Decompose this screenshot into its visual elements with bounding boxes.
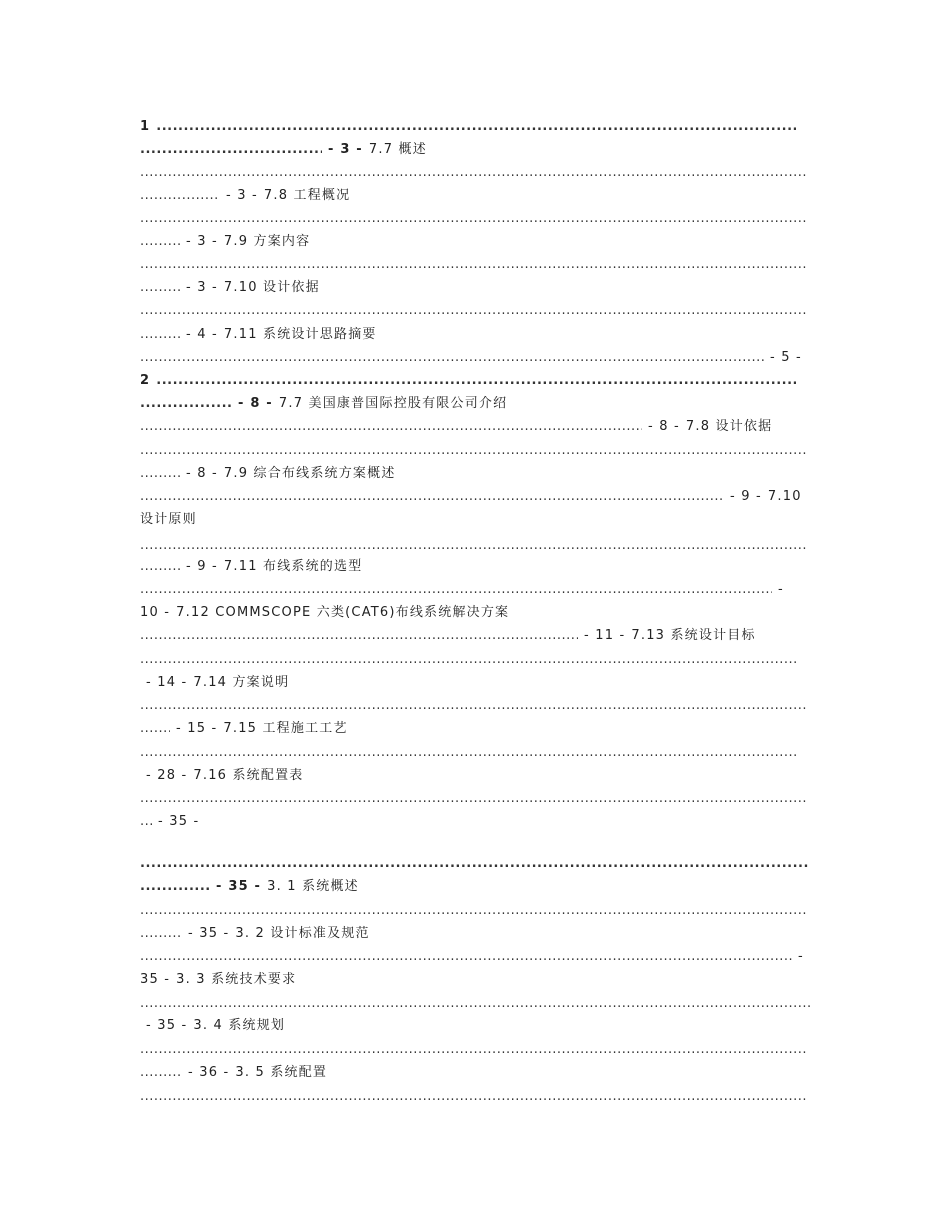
- toc-page-number: -: [798, 949, 804, 964]
- toc-entry-title: 3. 1 系统概述: [267, 879, 359, 894]
- dot-leader: [140, 993, 812, 1015]
- toc-entry-2-cont[interactable]: [140, 393, 812, 415]
- toc-entry-title: 7.12 COMMSCOPE 六类(CAT6)布线系统解决方案: [176, 605, 510, 620]
- toc-page-number: - 11 -: [584, 628, 626, 643]
- toc-page-number: - 28 -: [146, 768, 188, 783]
- toc-entry-3-cont[interactable]: [140, 876, 812, 898]
- toc-page-number: - 3 -: [186, 280, 218, 295]
- toc-entry-title: 7.9 方案内容: [223, 234, 311, 249]
- toc-page-number: - 35 -: [188, 926, 230, 941]
- toc-entry-title: 7.14 方案说明: [193, 675, 290, 690]
- toc-entry[interactable]: [140, 277, 812, 299]
- dot-leader: [140, 440, 812, 462]
- dot-leader: [140, 695, 812, 717]
- toc-page-number: - 8 -: [648, 419, 680, 434]
- toc-entry-2[interactable]: [140, 370, 812, 392]
- toc-page-number: - 5 -: [770, 350, 802, 365]
- toc-page-number: - 3 -: [226, 188, 258, 203]
- toc-entry[interactable]: [140, 1062, 812, 1084]
- toc-entry-title: 7.9 综合布线系统方案概述: [223, 466, 396, 481]
- dot-leader: [140, 208, 812, 230]
- toc-page-number: - 8 -: [186, 466, 218, 481]
- toc-section-number: 1: [140, 119, 151, 134]
- toc-entry-title: 7.15 工程施工工艺: [223, 721, 348, 736]
- toc-page-number: - 9 -: [730, 489, 762, 504]
- toc-entry-title: 3. 5 系统配置: [235, 1065, 328, 1080]
- toc-section-number: 2: [140, 373, 151, 388]
- dot-leader: [140, 300, 812, 322]
- toc-entry[interactable]: [140, 579, 812, 601]
- dot-leader: [140, 162, 812, 184]
- toc-page-number: 35 -: [140, 972, 171, 987]
- dot-leader: [140, 742, 812, 764]
- toc-entry[interactable]: [140, 969, 812, 991]
- toc-page-number: - 3 -: [186, 234, 218, 249]
- toc-entry[interactable]: [140, 486, 812, 508]
- toc-entry[interactable]: [140, 231, 812, 253]
- toc-entry[interactable]: [140, 718, 812, 740]
- toc-entry-title: 7.11 布线系统的选型: [223, 559, 363, 574]
- toc-entry[interactable]: [140, 324, 812, 346]
- toc-entry-3[interactable]: [140, 853, 812, 875]
- toc-entry[interactable]: [140, 602, 812, 624]
- toc-entry-title: 7.7 概述: [368, 142, 427, 157]
- toc-page-number: - 15 -: [176, 721, 218, 736]
- dot-leader: [140, 1086, 812, 1108]
- toc-page-number: - 4 -: [186, 327, 218, 342]
- toc-entry[interactable]: [140, 416, 812, 438]
- toc-entry[interactable]: [140, 672, 812, 694]
- dot-leader: [140, 788, 812, 810]
- toc-entry-title: 3. 2 设计标准及规范: [235, 926, 370, 941]
- toc-entry[interactable]: [140, 1015, 812, 1037]
- toc-entry[interactable]: [140, 765, 812, 787]
- toc-page-number: - 35 -: [216, 879, 262, 894]
- toc-entry[interactable]: [140, 556, 812, 578]
- toc-entry-title: 3. 3 系统技术要求: [176, 972, 297, 987]
- toc-entry-title-cont[interactable]: [140, 509, 812, 531]
- toc-entry-title: 7.10: [767, 489, 802, 504]
- toc-page-number: -: [778, 582, 784, 597]
- toc-page-number: - 9 -: [186, 559, 218, 574]
- toc-entry[interactable]: [140, 347, 812, 369]
- toc-page-number: - 35 -: [158, 814, 200, 829]
- dot-leader: [140, 1039, 812, 1061]
- dot-leader: [140, 900, 812, 922]
- toc-entry[interactable]: [140, 811, 812, 833]
- toc-page-number: - 3 -: [328, 142, 363, 157]
- toc-entry[interactable]: [140, 463, 812, 485]
- toc-page-number: - 36 -: [188, 1065, 230, 1080]
- toc-entry[interactable]: [140, 185, 812, 207]
- toc-page-number: 10 -: [140, 605, 171, 620]
- toc-entry-title: 7.8 设计依据: [685, 419, 773, 434]
- toc-entry-title: 7.7 美国康普国际控股有限公司介绍: [278, 396, 508, 411]
- toc-page-number: - 14 -: [146, 675, 188, 690]
- dot-leader: [140, 254, 812, 276]
- toc-entry[interactable]: [140, 946, 812, 968]
- toc-entry-title: 7.8 工程概况: [263, 188, 351, 203]
- toc-entry-title: 7.10 设计依据: [223, 280, 320, 295]
- dot-leader: [140, 649, 812, 671]
- toc-page-number: - 35 -: [146, 1018, 188, 1033]
- toc-entry-title: 3. 4 系统规划: [193, 1018, 286, 1033]
- toc-entry-title: 7.13 系统设计目标: [631, 628, 756, 643]
- toc-entry-title: 设计原则: [140, 512, 197, 527]
- toc-entry-1[interactable]: [140, 116, 812, 138]
- toc-entry[interactable]: [140, 625, 812, 647]
- toc-entry-1-cont[interactable]: [140, 139, 812, 161]
- toc-entry-title: 7.16 系统配置表: [193, 768, 304, 783]
- toc-page-number: - 8 -: [238, 396, 273, 411]
- toc-entry[interactable]: [140, 923, 812, 945]
- toc-entry-title: 7.11 系统设计思路摘要: [223, 327, 377, 342]
- dot-leader: [140, 535, 812, 557]
